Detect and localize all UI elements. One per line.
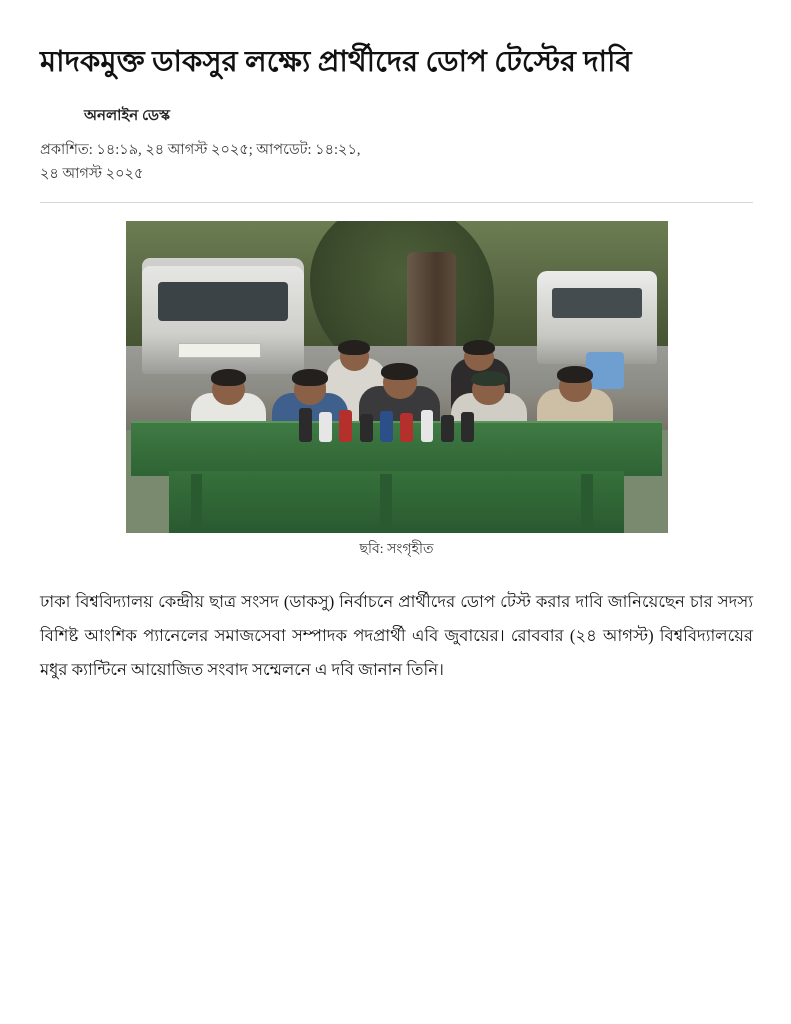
microphone-icon: [299, 408, 312, 442]
news-article: [40, 42, 753, 686]
photo-hair: [338, 340, 371, 356]
photo-table-leg: [581, 474, 593, 533]
microphone-icon: [360, 414, 373, 442]
article-figure: [40, 221, 753, 561]
photo-car-window: [552, 288, 643, 318]
photo-green-bench: [169, 471, 624, 533]
microphone-icon: [400, 413, 413, 443]
photo-white-suv-left: [142, 258, 305, 373]
photo-cap: [471, 371, 508, 387]
article-photo: [126, 221, 668, 533]
photo-hair: [381, 363, 418, 380]
microphone-icon: [319, 412, 332, 442]
photo-microphone-cluster: [299, 408, 483, 442]
page-title: মাদকমুক্ত ডাকসুর লক্ষ্যে প্রার্থীদের ডোপ টেস্টের দাবি: [40, 46, 632, 78]
photo-hair: [557, 366, 593, 383]
publish-meta: প্রকাশিত: ১৪:১৯, ২৪ আগস্ট ২০২৫; আপডেট: ১৪:২১, ২৪ আগস্ট ২০২৫: [40, 142, 361, 182]
photo-caption: ছবি: সংগৃহীত: [359, 541, 434, 557]
photo-hair: [463, 340, 496, 356]
photo-license-plate: [178, 343, 261, 358]
microphone-icon: [441, 415, 454, 442]
photo-hair: [211, 369, 247, 386]
microphone-icon: [380, 411, 393, 443]
header-divider: [40, 202, 753, 203]
byline: অনলাইন ডেস্ক: [84, 108, 170, 125]
microphone-icon: [339, 410, 352, 443]
photo-white-car-right: [537, 271, 656, 365]
photo-table-leg: [380, 474, 392, 533]
photo-hair: [292, 369, 328, 386]
article-paragraph: ঢাকা বিশ্ববিদ্যালয় কেন্দ্রীয় ছাত্র সংসদ (ডাকসু) নির্বাচনে প্রার্থীদের ডোপ টেস্ট করার দাবি জানিয়েছেন চার সদস্য বিশিষ্ট আংশিক প্যানেলের সমাজসেবা সম্পাদক পদপ্রার্থী এবি জুবায়ের। রোববার (২৪ আগস্ট) বিশ্ববিদ্যালয়ের মধুর ক্যান্টিনে আয়োজিত সংবাদ সম্মেলনে এ দবি জানান তিনি।: [40, 591, 753, 679]
photo-suv-rear-window: [158, 282, 288, 321]
microphone-icon: [421, 410, 434, 442]
photo-table-leg: [191, 474, 203, 533]
microphone-icon: [461, 412, 474, 443]
